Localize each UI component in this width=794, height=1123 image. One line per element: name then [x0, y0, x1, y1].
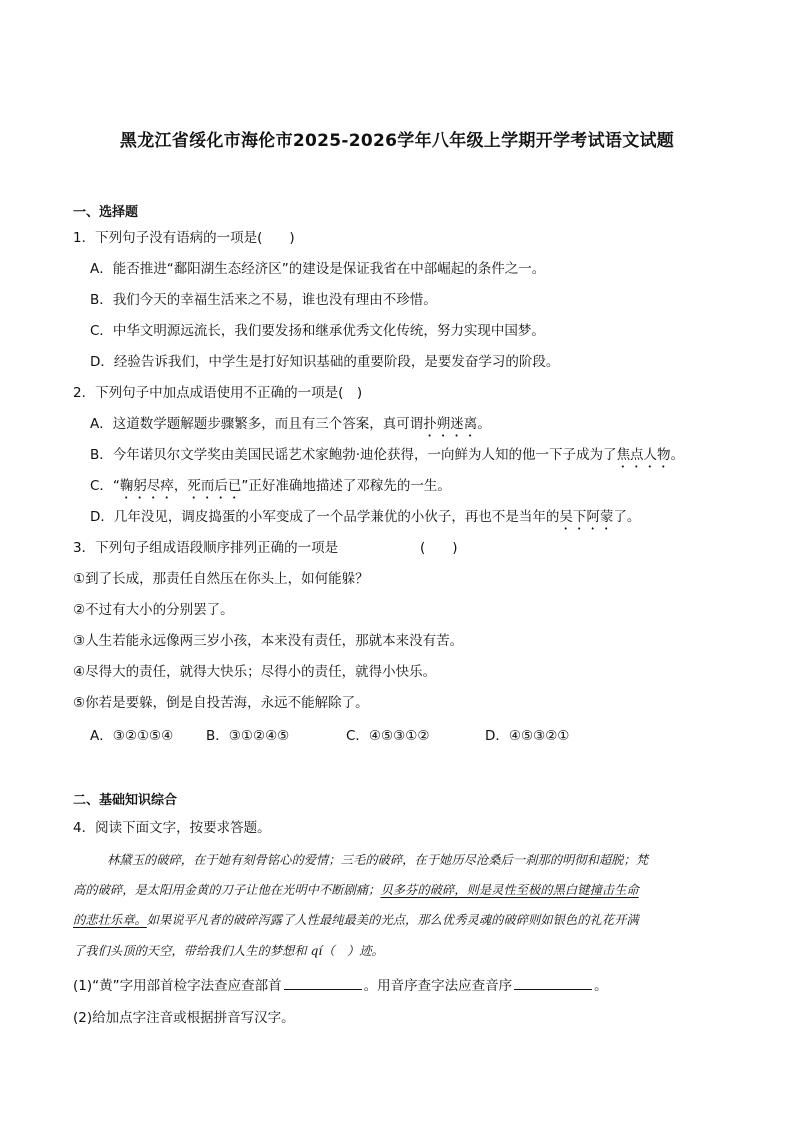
- question-1-stem: 1．下列句子没有语病的一项是( ): [73, 230, 295, 246]
- answer-blank[interactable]: [284, 975, 362, 990]
- question-2-option-c: [90, 476, 451, 502]
- passage-line-1: 林黛玉的破碎，在于她有刻骨铭心的爱情；三毛的破碎，在于她历尽沧桑后一刹那的明彻和超脱；梵: [107, 853, 649, 867]
- question-2-option-b: [90, 445, 684, 471]
- option-text: ”正好准确地描述了邓稼先的一生。: [241, 478, 451, 494]
- question-3-option-a: A．③②①⑤④: [90, 728, 174, 744]
- question-2-option-a: [90, 414, 491, 440]
- dotted-idiom: 鞠躬尽瘁，死而后已: [119, 478, 242, 494]
- section-heading-basics: 二、基础知识综合: [73, 793, 178, 808]
- question-3-option-b: B．③①②④⑤: [206, 728, 290, 744]
- question-3-option-c: C．④⑤③①②: [346, 728, 430, 744]
- question-3-sentence-1: ①到了长成，那责任自然压在你头上，如何能躲？: [73, 571, 369, 587]
- question-3-stem: 3．下列句子组成语段顺序排列正确的一项是: [73, 540, 339, 556]
- question-3-sentence-5: ⑤你若是要躲，倒是自投苦海，永远不能解除了。: [73, 695, 369, 711]
- page-title: 黑龙江省绥化市海伦市2025-2026学年八年级上学期开学考试语文试题: [119, 131, 675, 151]
- passage-line-4: 了我们头顶的天空，带给我们人生的梦想和 qí（ ）迹。: [73, 944, 384, 958]
- question-3-option-d: D．④⑤③②①: [485, 728, 570, 744]
- option-text: C．“: [90, 478, 120, 494]
- option-text: 。: [670, 447, 685, 463]
- option-text: 。: [477, 416, 491, 432]
- option-text: B．今年诺贝尔文学奖由美国民谣艺术家鲍勃·迪伦获得，一向鲜为人知的他一下子成为了: [90, 447, 617, 463]
- question-3-sentence-2: ②不过有大小的分别罢了。: [73, 602, 234, 618]
- answer-blank[interactable]: [514, 975, 592, 990]
- underlined-sentence: 贝多芬的破碎，则是灵性至极的黑白键撞击生命: [380, 883, 639, 897]
- question-3-sentence-3: ③人生若能永远像两三岁小孩，本来没有责任，那就本来没有苦。: [73, 633, 464, 649]
- dotted-idiom: 焦点人物: [616, 447, 671, 463]
- dotted-idiom: 扑朔迷离: [423, 416, 478, 432]
- option-text: A．这道数学题解题步骤繁多，而且有三个答案，真可谓: [90, 416, 424, 432]
- sub-question-text: 。用音序查字法应查音序: [363, 978, 513, 994]
- question-4-sub-2: (2)给加点字注音或根据拼音写汉字。: [73, 1010, 295, 1026]
- passage-line-3: [73, 910, 639, 930]
- option-text: 了。: [613, 509, 641, 525]
- underlined-sentence: 的悲壮乐章。: [73, 913, 147, 927]
- question-2-option-d: [90, 507, 640, 533]
- question-2-stem: 2．下列句子中加点成语使用不正确的一项是( ): [73, 385, 363, 401]
- question-4-stem: 4．阅读下面文字，按要求答题。: [73, 820, 271, 836]
- question-1-option-a: A．能否推进“鄱阳湖生态经济区”的建设是保证我省在中部崛起的条件之一。: [90, 261, 546, 277]
- section-heading-choice: 一、选择题: [73, 205, 139, 220]
- question-3-sentence-4: ④尽得大的责任，就得大快乐；尽得小的责任，就得小快乐。: [73, 664, 437, 680]
- passage-line-2: [73, 880, 639, 900]
- passage-text: 高的破碎，是太阳用金黄的刀子让他在光明中不断剧痛；: [73, 883, 381, 897]
- passage-text: 如果说平凡者的破碎泻露了人性最纯最美的光点，那么优秀灵魂的破碎则如银色的礼花开满: [146, 913, 639, 927]
- question-4-sub-1: [73, 975, 608, 996]
- sub-question-text: (1)“黄”字用部首检字法查应查部首: [73, 978, 282, 994]
- question-1-option-d: D．经验告诉我们，中学生是打好知识基础的重要阶段，是要发奋学习的阶段。: [90, 354, 560, 370]
- question-1-option-c: C．中华文明源远流长，我们要发扬和继承优秀文化传统，努力实现中国梦。: [90, 323, 545, 339]
- dotted-idiom: 吴下阿蒙: [559, 509, 614, 525]
- question-1-option-b: B．我们今天的幸福生活来之不易，谁也没有理由不珍惜。: [90, 292, 437, 308]
- option-text: D．几年没见，调皮捣蛋的小军变成了一个品学兼优的小伙子，再也不是当年的: [90, 509, 560, 525]
- question-3-answer-paren: ( ): [420, 540, 458, 556]
- sub-question-text: 。: [594, 978, 608, 994]
